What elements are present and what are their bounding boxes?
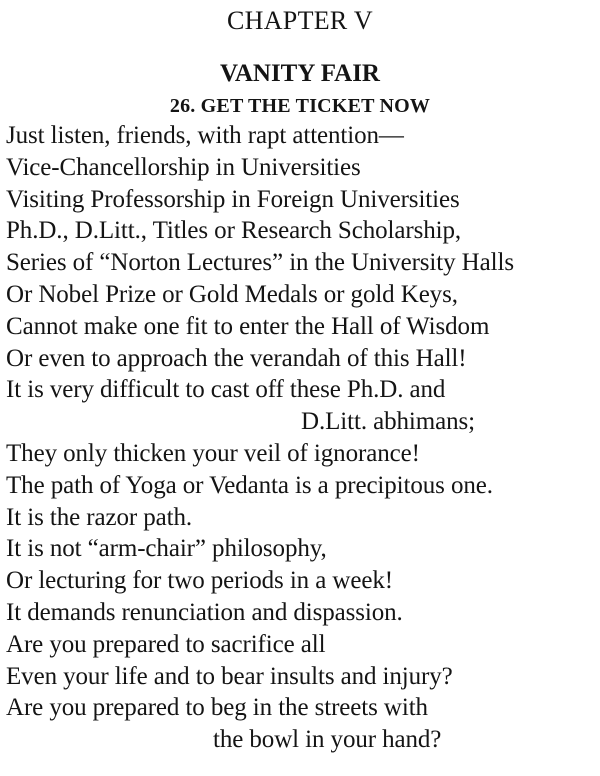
poem-line: Or Nobel Prize or Gold Medals or gold Keys, — [6, 280, 458, 308]
poem-line: Even your life and to bear insults and injury? — [6, 662, 453, 690]
poem-line: It demands renunciation and dispassion. — [6, 598, 403, 626]
poem-line: Are you prepared to sacrifice all — [6, 630, 326, 658]
poem-line: They only thicken your veil of ignorance! — [6, 439, 420, 467]
poem-line: It is the razor path. — [6, 503, 193, 531]
poem-line: Are you prepared to beg in the streets with — [6, 694, 428, 722]
poem-line: Vice-Chancellorship in Universities — [6, 153, 361, 181]
poem-line: Ph.D., D.Litt., Titles or Research Scholarship, — [6, 217, 462, 245]
chapter-heading: CHAPTER V — [227, 6, 373, 35]
poem-line: Series of “Norton Lectures” in the University Halls — [6, 249, 514, 277]
poem-line: Or lecturing for two periods in a week! — [6, 567, 393, 595]
poem-body — [6, 120, 596, 756]
poem-line-continuation: D.Litt. abhimans; — [301, 408, 475, 436]
poem-line: Visiting Professorship in Foreign Universities — [6, 185, 460, 213]
poem-line: Just listen, friends, with rapt attention— — [6, 122, 404, 149]
poem-line: It is not “arm-chair” philosophy, — [6, 535, 327, 563]
chapter-title: VANITY FAIR — [220, 60, 380, 87]
poem-line: The path of Yoga or Vedanta is a precipitous one. — [6, 471, 493, 499]
poem-line-continuation: the bowl in your hand? — [213, 726, 442, 754]
poem-line: It is very difficult to cast off these Ph.D. and — [6, 376, 446, 404]
poem-title: 26. GET THE TICKET NOW — [169, 95, 431, 117]
poem-line: Cannot make one fit to enter the Hall of Wisdom — [6, 312, 490, 340]
poem-line: Or even to approach the verandah of this Hall! — [6, 344, 467, 372]
